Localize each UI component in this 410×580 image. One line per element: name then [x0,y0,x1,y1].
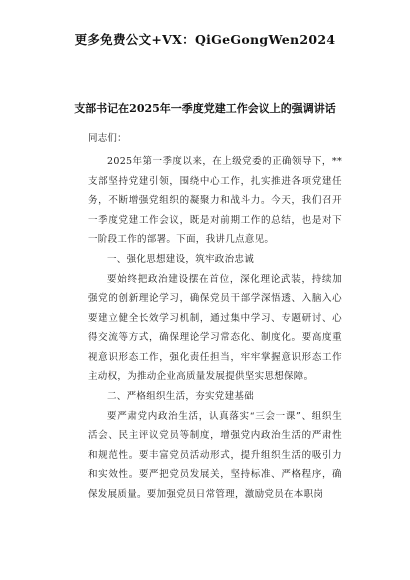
intro-paragraph: 2025年第一季度以来，在上级党委的正确领导下，**支部坚持党建引领，围绕中心工作，扎实推进各项党建任务，不断增强党组织的凝聚力和战斗力。今天，我们召开一季度党建工作会议，既是对前期工作的总结，也是对下一阶段工作的部署。下面，我讲几点意见。 [88,156,342,245]
salutation: 同志们： [88,133,127,144]
section-heading-1: 一、强化思想建设，筑牢政治忠诚 [107,253,255,265]
section-heading-2: 二、严格组织生活，夯实党建基础 [107,390,255,402]
section-body-2: 要严肃党内政治生活，认真落实“三会一课”、组织生活会、民主评议党员等制度，增强党内政治生活的严肃性和规范性。要丰富党员活动形式，提升组织生活的吸引力和实效性。要严把党员发展关，坚持标准、严格程序，确保发展质量。要加强党员日常管理，激励党员在本职岗 [88,410,342,500]
promo-header: 更多免费公文+VX：QiGeGongWen2024 [74,32,336,47]
document-body [88,118,342,504]
section-body-1: 要始终把政治建设摆在首位，深化理论武装，持续加强党的创新理论学习，确保党员干部学深悟透、入脑入心要建立健全长效学习机制，通过集中学习、专题研讨、心得交流等方式，确保理论学习常态化、制度化。要高度重视意识形态工作，强化责任担当，牢牢掌握意识形态工作主动权，为推动企业高质量发展提供坚实思想保障。 [88,273,342,382]
document-title: 支部书记在2025年一季度党建工作会议上的强调讲话 [74,102,336,115]
